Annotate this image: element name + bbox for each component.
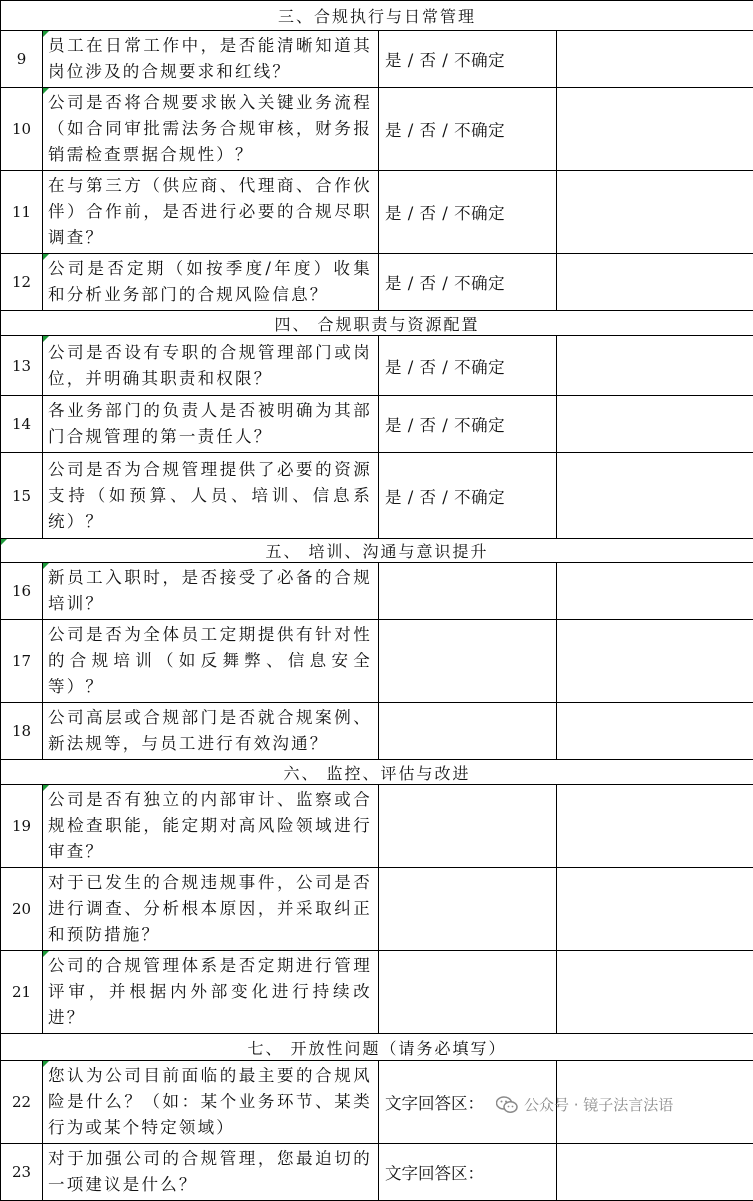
question-number: 17 bbox=[1, 620, 43, 703]
question-text bbox=[43, 88, 379, 171]
question-text-content: 公司是否为全体员工定期提供有针对性的合规培训（如反舞弊、信息安全等）？ bbox=[48, 625, 372, 696]
question-text-content: 在与第三方（供应商、代理商、合作伙伴）合作前，是否进行必要的合规尽职调查？ bbox=[48, 176, 372, 247]
question-number: 13 bbox=[1, 336, 43, 396]
answer-options[interactable] bbox=[379, 703, 557, 760]
remarks-cell[interactable] bbox=[557, 396, 753, 453]
question-text bbox=[43, 31, 379, 88]
remarks-cell[interactable] bbox=[557, 1144, 753, 1201]
table-row bbox=[1, 88, 753, 171]
answer-options[interactable] bbox=[379, 951, 557, 1034]
question-number: 12 bbox=[1, 254, 43, 311]
question-text-content: 公司是否为合规管理提供了必要的资源支持（如预算、人员、培训、信息系统）？ bbox=[48, 460, 372, 531]
table-row bbox=[1, 563, 753, 620]
table-row bbox=[1, 396, 753, 453]
remarks-cell[interactable] bbox=[557, 620, 753, 703]
question-text bbox=[43, 785, 379, 868]
question-number: 22 bbox=[1, 1061, 43, 1144]
question-text-content: 公司是否将合规要求嵌入关键业务流程（如合同审批需法务合规审核，财务报销需检查票据合规性）？ bbox=[48, 93, 372, 164]
remarks-cell[interactable] bbox=[557, 171, 753, 254]
comment-marker-icon bbox=[43, 88, 49, 94]
remarks-cell[interactable] bbox=[557, 868, 753, 951]
section-header-row bbox=[1, 760, 753, 785]
table-row bbox=[1, 703, 753, 760]
question-text bbox=[43, 396, 379, 453]
table-row bbox=[1, 1144, 753, 1201]
table-row bbox=[1, 620, 753, 703]
question-text bbox=[43, 868, 379, 951]
remarks-cell[interactable] bbox=[557, 31, 753, 88]
table-row bbox=[1, 31, 753, 88]
wechat-icon bbox=[496, 1096, 518, 1114]
question-text bbox=[43, 620, 379, 703]
remarks-cell[interactable] bbox=[557, 703, 753, 760]
question-number: 15 bbox=[1, 453, 43, 539]
answer-options[interactable]: 是 / 否 / 不确定 bbox=[379, 453, 557, 539]
remarks-cell[interactable] bbox=[557, 951, 753, 1034]
question-number: 23 bbox=[1, 1144, 43, 1201]
text-answer-area[interactable]: 文字回答区： bbox=[379, 1144, 557, 1201]
question-text-content: 公司是否有独立的内部审计、监察或合规检查职能，能定期对高风险领域进行审查？ bbox=[48, 790, 372, 861]
section-title: 七、 开放性问题（请务必填写） bbox=[1, 1034, 753, 1061]
table-row bbox=[1, 453, 753, 539]
section-title-text: 五、 培训、沟通与意识提升 bbox=[265, 542, 488, 561]
remarks-cell[interactable] bbox=[557, 88, 753, 171]
remarks-cell[interactable] bbox=[557, 453, 753, 539]
table-row bbox=[1, 171, 753, 254]
section-title bbox=[1, 539, 753, 563]
section-header-row bbox=[1, 311, 753, 336]
answer-options[interactable]: 是 / 否 / 不确定 bbox=[379, 88, 557, 171]
table-row bbox=[1, 254, 753, 311]
comment-marker-icon bbox=[43, 31, 49, 37]
table-row bbox=[1, 336, 753, 396]
question-text-content: 公司的合规管理体系是否定期进行管理评审，并根据内外部变化进行持续改进？ bbox=[48, 956, 372, 1027]
question-text bbox=[43, 1061, 379, 1144]
remarks-cell[interactable] bbox=[557, 785, 753, 868]
section-title: 六、 监控、评估与改进 bbox=[1, 760, 753, 785]
question-number: 14 bbox=[1, 396, 43, 453]
remarks-cell[interactable] bbox=[557, 254, 753, 311]
remarks-cell[interactable] bbox=[557, 563, 753, 620]
question-number: 11 bbox=[1, 171, 43, 254]
question-text bbox=[43, 171, 379, 254]
question-text-content: 新员工入职时，是否接受了必备的合规培训？ bbox=[48, 568, 372, 613]
question-number: 20 bbox=[1, 868, 43, 951]
comment-marker-icon bbox=[43, 1061, 49, 1067]
answer-options[interactable]: 是 / 否 / 不确定 bbox=[379, 254, 557, 311]
answer-options[interactable] bbox=[379, 563, 557, 620]
question-text bbox=[43, 1144, 379, 1201]
comment-marker-icon bbox=[43, 951, 49, 957]
comment-marker-icon bbox=[1, 539, 7, 545]
question-text bbox=[43, 951, 379, 1034]
comment-marker-icon bbox=[43, 785, 49, 791]
answer-options[interactable]: 是 / 否 / 不确定 bbox=[379, 396, 557, 453]
remarks-cell[interactable] bbox=[557, 336, 753, 396]
question-text-content: 公司是否定期（如按季度/年度）收集和分析业务部门的合规风险信息？ bbox=[48, 259, 372, 304]
question-text bbox=[43, 254, 379, 311]
comment-marker-icon bbox=[43, 336, 49, 342]
question-text bbox=[43, 336, 379, 396]
question-text-content: 对于加强公司的合规管理，您最迫切的一项建议是什么？ bbox=[48, 1149, 372, 1194]
question-text-content: 各业务部门的负责人是否被明确为其部门合规管理的第一责任人？ bbox=[48, 401, 372, 446]
question-number: 10 bbox=[1, 88, 43, 171]
section-header-row bbox=[1, 539, 753, 563]
section-header-row bbox=[1, 1, 753, 31]
table-row bbox=[1, 868, 753, 951]
answer-options[interactable] bbox=[379, 620, 557, 703]
comment-marker-icon bbox=[43, 254, 49, 260]
watermark bbox=[496, 1094, 673, 1115]
question-number: 18 bbox=[1, 703, 43, 760]
question-text bbox=[43, 703, 379, 760]
watermark-text: 公众号 · 镜子法言法语 bbox=[524, 1094, 673, 1115]
question-number: 19 bbox=[1, 785, 43, 868]
question-text-content: 您认为公司目前面临的最主要的合规风险是什么？（如：某个业务环节、某类行为或某个特定领域） bbox=[48, 1066, 372, 1137]
question-number: 16 bbox=[1, 563, 43, 620]
section-title: 三、合规执行与日常管理 bbox=[1, 1, 753, 31]
question-text bbox=[43, 453, 379, 539]
question-text bbox=[43, 563, 379, 620]
section-title: 四、 合规职责与资源配置 bbox=[1, 311, 753, 336]
question-number: 21 bbox=[1, 951, 43, 1034]
question-text-content: 员工在日常工作中，是否能清晰知道其岗位涉及的合规要求和红线？ bbox=[48, 36, 372, 81]
section-header-row bbox=[1, 1034, 753, 1061]
table-row bbox=[1, 785, 753, 868]
question-text-content: 公司是否设有专职的合规管理部门或岗位，并明确其职责和权限？ bbox=[48, 343, 372, 388]
question-text-content: 对于已发生的合规违规事件，公司是否进行调查、分析根本原因，并采取纠正和预防措施？ bbox=[48, 873, 372, 944]
question-number: 9 bbox=[1, 31, 43, 88]
answer-options[interactable]: 是 / 否 / 不确定 bbox=[379, 336, 557, 396]
text-answer-area[interactable]: 文字回答区： bbox=[379, 1061, 557, 1144]
answer-options[interactable] bbox=[379, 868, 557, 951]
answer-options[interactable]: 是 / 否 / 不确定 bbox=[379, 31, 557, 88]
answer-options[interactable] bbox=[379, 785, 557, 868]
question-text-content: 公司高层或合规部门是否就合规案例、新法规等，与员工进行有效沟通？ bbox=[48, 708, 372, 753]
answer-options[interactable]: 是 / 否 / 不确定 bbox=[379, 171, 557, 254]
comment-marker-icon bbox=[43, 563, 49, 569]
table-row bbox=[1, 951, 753, 1034]
